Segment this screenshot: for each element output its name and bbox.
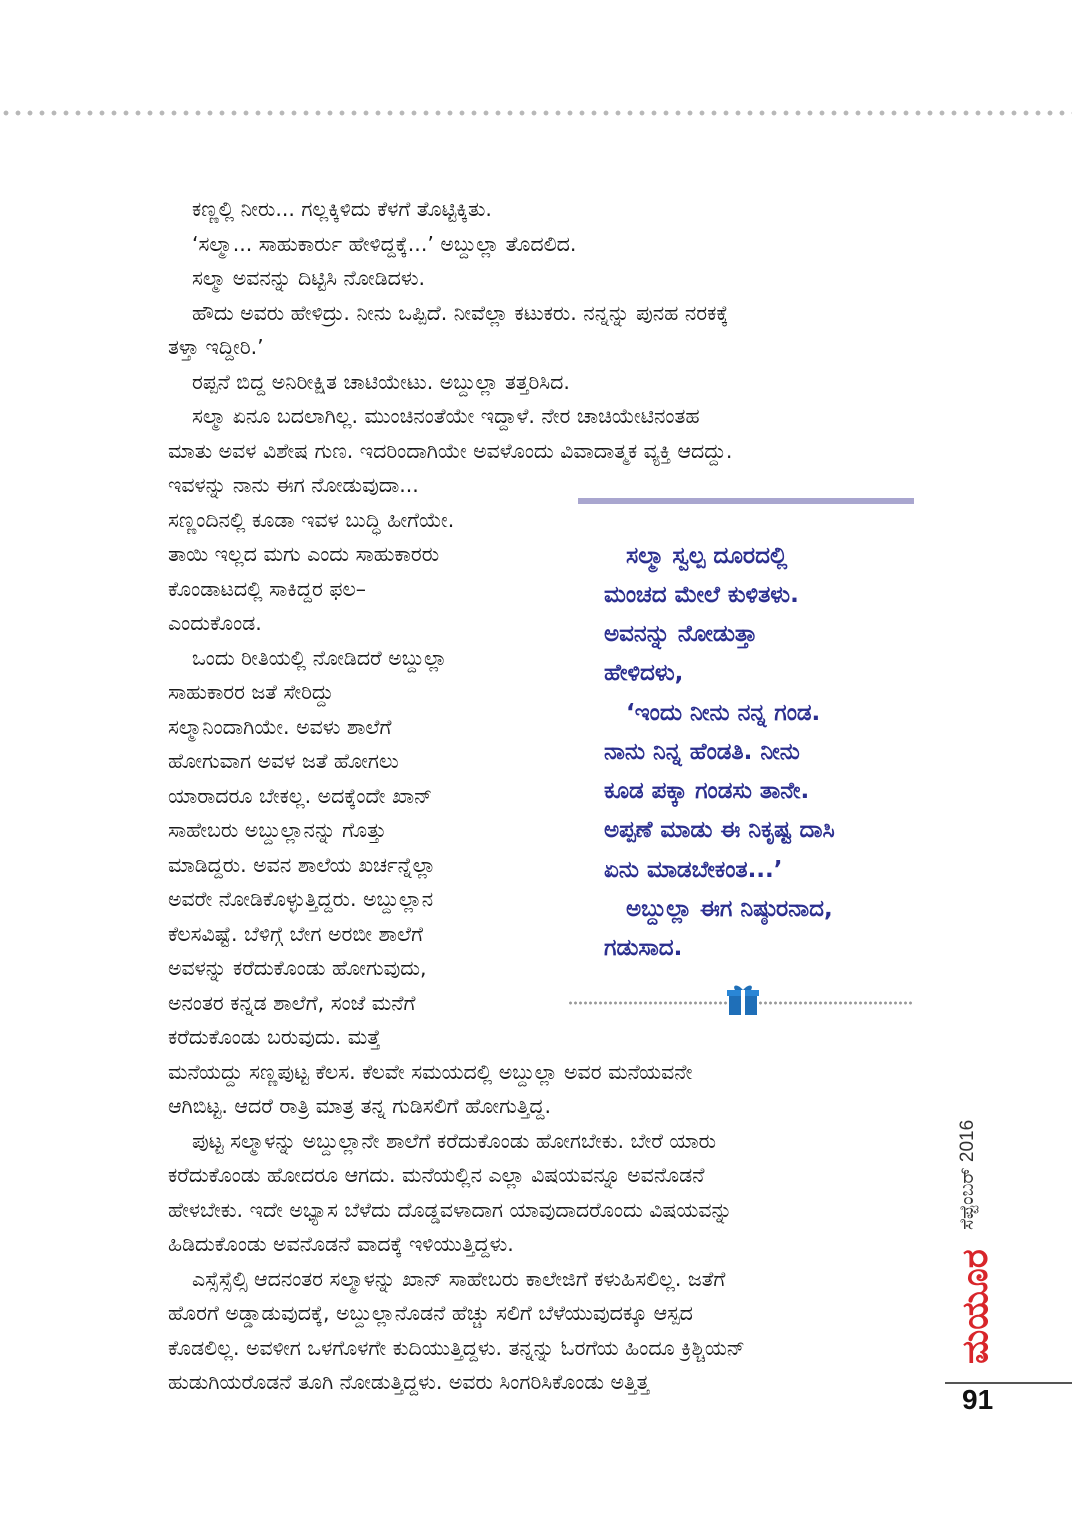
top-dotted-divider [0,109,1072,117]
article-line: ಒಂದು ರೀತಿಯಲ್ಲಿ ನೋಡಿದರೆ ಅಬ್ದುಲ್ಲಾ [192,646,447,670]
article-line: ಸಲ್ಮಾ ಅವನನ್ನು ದಿಟ್ಟಿಸಿ ನೋಡಿದಳು. [192,266,426,290]
article-line: ತಾಯಿ ಇಲ್ಲದ ಮಗು ಎಂದು ಸಾಹುಕಾರರು [168,542,440,566]
article-line: ಕರೆದುಕೊಂಡು ಹೋದರೂ ಆಗದು. ಮನೆಯಲ್ಲಿನ ಎಲ್ಲಾ ವಿಷಯವನ್ನೂ ಅವನೊಡನೆ [168,1163,705,1187]
article-line: ಹೊರಗೆ ಅಡ್ಡಾಡುವುದಕ್ಕೆ, ಅಬ್ದುಲ್ಲಾನೊಡನೆ ಹೆಚ್ಚು ಸಲಿಗೆ ಬೆಳೆಯುವುದಕ್ಕೂ ಆಸ್ಪದ [168,1301,693,1325]
article-line: ಕೆಲಸವಿಷ್ಟೆ. ಬೆಳಿಗ್ಗೆ ಬೇಗ ಅರಬೀ ಶಾಲೆಗೆ [168,922,424,946]
article-line: ಆಗಿಬಿಟ್ಟ. ಆದರೆ ರಾತ್ರಿ ಮಾತ್ರ ತನ್ನ ಗುಡಿಸಲಿಗೆ ಹೋಗುತ್ತಿದ್ದ. [168,1094,551,1118]
pull-quote-line: ಮಂಚದ ಮೇಲೆ ಕುಳಿತಳು. [604,582,799,608]
article-line: ತಳ್ತಾ ಇದ್ದೀರಿ.’ [168,335,264,359]
pull-quote [578,498,914,1018]
article-line: ಇವಳನ್ನು ನಾನು ಈಗ ನೋಡುವುದಾ... [168,473,419,497]
pull-quote-line: ಗಡುಸಾದ. [604,935,683,961]
pull-quote-line: ನಾನು ನಿನ್ನ ಹೆಂಡತಿ. ನೀನು [604,739,800,765]
article-line: ಕೊಡಲಿಲ್ಲ. ಅವಳೀಗ ಒಳಗೊಳಗೇ ಕುದಿಯುತ್ತಿದ್ದಳು. ತನ್ನನ್ನು ಓರಗೆಯ ಹಿಂದೂ ಕ್ರಿಶ್ಚಿಯನ್ [168,1336,745,1360]
pull-quote-line: ಅಪ್ಪಣೆ ಮಾಡು ಈ ನಿಕೃಷ್ಟ ದಾಸಿ [604,817,835,843]
pull-quote-line: ಕೂಡ ಪಕ್ಕಾ ಗಂಡಸು ತಾನೇ. [604,778,810,804]
article-line: ಅನಂತರ ಕನ್ನಡ ಶಾಲೆಗೆ, ಸಂಜೆ ಮನೆಗೆ [168,991,416,1015]
magazine-sidebar [955,1090,999,1380]
magazine-logo: ಮಯೂರ [955,1249,996,1365]
article-line: ಮಾತು ಅವಳ ವಿಶೇಷ ಗುಣ. ಇದರಿಂದಾಗಿಯೇ ಅವಳೊಂದು ವಿವಾದಾತ್ಮಕ ವ್ಯಕ್ತಿ ಆದದ್ದು. [168,439,733,463]
article-line: ಯಾರಾದರೂ ಬೇಕಲ್ಲ. ಅದಕ್ಕೆಂದೇ ಖಾನ್ [168,784,433,808]
article-line: ಸಲ್ಮಾ ಏನೂ ಬದಲಾಗಿಲ್ಲ. ಮುಂಚಿನಂತೆಯೇ ಇದ್ದಾಳೆ. ನೇರ ಚಾಚಿಯೇಟಿನಂತಹ [192,404,700,428]
article-line: ಕಣ್ಣಲ್ಲಿ ನೀರು... ಗಲ್ಲಕ್ಕಿಳಿದು ಕೆಳಗೆ ತೊಟ್ಟಿಕ್ಕಿತು. [192,197,492,221]
article-line: ಎಸ್ಸೆಸ್ಸೆಲ್ಸಿ ಆದನಂತರ ಸಲ್ಮಾಳನ್ನು ಖಾನ್ ಸಾಹೇಬರು ಕಾಲೇಜಿಗೆ ಕಳುಹಿಸಲಿಲ್ಲ. ಜತೆಗೆ [192,1267,726,1291]
article-line: ಕರೆದುಕೊಂಡು ಬರುವುದು. ಮತ್ತೆ [168,1025,381,1049]
article-line: ಎಂದುಕೊಂಡ. [168,611,262,635]
article-line: ಹೋಗುವಾಗ ಅವಳ ಜತೆ ಹೋಗಲು [168,749,399,773]
pull-quote-line: ಅವನನ್ನು ನೋಡುತ್ತಾ [604,621,758,647]
article-line: ‘ಸಲ್ಮಾ... ಸಾಹುಕಾರ್ರು ಹೇಳಿದ್ದಕ್ಕೆ...’ ಅಬ್ದುಲ್ಲಾ ತೊದಲಿದ. [192,232,577,256]
article-line: ಸಾಹೇಬರು ಅಬ್ದುಲ್ಲಾನನ್ನು ಗೊತ್ತು [168,818,387,842]
article-line: ಹುಡುಗಿಯರೊಡನೆ ತೂಗಿ ನೋಡುತ್ತಿದ್ದಳು. ಅವರು ಸಿಂಗರಿಸಿಕೊಂಡು ಅತ್ತಿತ್ತ [168,1370,650,1394]
gift-icon [726,982,760,1016]
article-line: ಕೊಂಡಾಟದಲ್ಲಿ ಸಾಕಿದ್ದರ ಫಲ– [168,577,367,601]
pull-quote-top-rule [578,498,914,504]
issue-date: ಸೆಪ್ಟೆಂಬರ್ 2016 [957,1119,978,1230]
article-line: ಅವಳನ್ನು ಕರೆದುಕೊಂಡು ಹೋಗುವುದು, [168,956,427,980]
article-line: ಸಾಹುಕಾರರ ಜತೆ ಸೇರಿದ್ದು [168,680,334,704]
pull-quote-line: ‘ಇಂದು ನೀನು ನನ್ನ ಗಂಡ. [626,700,821,726]
pull-quote-line: ಹೇಳಿದಳು, [604,660,684,686]
article-line: ಮನೆಯದ್ದು ಸಣ್ಣಪುಟ್ಟ ಕೆಲಸ. ಕೆಲವೇ ಸಮಯದಲ್ಲಿ ಅಬ್ದುಲ್ಲಾ ಅವರ ಮನೆಯವನೇ [168,1060,693,1084]
pull-quote-line: ಸಲ್ಮಾ ಸ್ವಲ್ಪ ದೂರದಲ್ಲಿ [626,543,788,569]
pull-quote-line: ಅಬ್ದುಲ್ಲಾ ಈಗ ನಿಷ್ಠುರನಾದ, [626,896,833,922]
article-line: ಹೌದು ಅವರು ಹೇಳಿದ್ರು. ನೀನು ಒಪ್ಪಿದೆ. ನೀವೆಲ್ಲಾ ಕಟುಕರು. ನನ್ನನ್ನು ಪುನಹ ನರಕಕ್ಕೆ [192,301,729,325]
article-line: ಮಾಡಿದ್ದರು. ಅವನ ಶಾಲೆಯ ಖರ್ಚನ್ನೆಲ್ಲಾ [168,853,436,877]
article-line: ರಪ್ಪನೆ ಬಿದ್ದ ಅನಿರೀಕ್ಷಿತ ಚಾಟಿಯೇಟು. ಅಬ್ದುಲ್ಲಾ ತತ್ತರಿಸಿದ. [192,370,570,394]
article-line: ಸಣ್ಣಂದಿನಲ್ಲಿ ಕೂಡಾ ಇವಳ ಬುದ್ಧಿ ಹೀಗೆಯೇ. [168,508,455,532]
article-line: ಸಲ್ಮಾನಿಂದಾಗಿಯೇ. ಅವಳು ಶಾಲೆಗೆ [168,715,392,739]
article-line: ಹೇಳಬೇಕು. ಇದೇ ಅಭ್ಯಾಸ ಬೆಳೆದು ದೊಡ್ಡವಳಾದಾಗ ಯಾವುದಾದರೊಂದು ವಿಷಯವನ್ನು [168,1198,733,1222]
pull-quote-line: ಏನು ಮಾಡಬೇಕಂತ...’ [604,857,783,883]
article-line: ಹಿಡಿದುಕೊಂಡು ಅವನೊಡನೆ ವಾದಕ್ಕೆ ಇಳಿಯುತ್ತಿದ್ದಳು. [168,1232,514,1256]
page-number: 91 [962,1384,994,1415]
article-line: ಪುಟ್ಟ ಸಲ್ಮಾಳನ್ನು ಅಬ್ದುಲ್ಲಾನೇ ಶಾಲೆಗೆ ಕರೆದುಕೊಂಡು ಹೋಗಬೇಕು. ಬೇರೆ ಯಾರು [192,1129,716,1153]
article-line: ಅವರೇ ನೋಡಿಕೊಳ್ಳುತ್ತಿದ್ದರು. ಅಬ್ದುಲ್ಲಾನ [168,887,434,911]
